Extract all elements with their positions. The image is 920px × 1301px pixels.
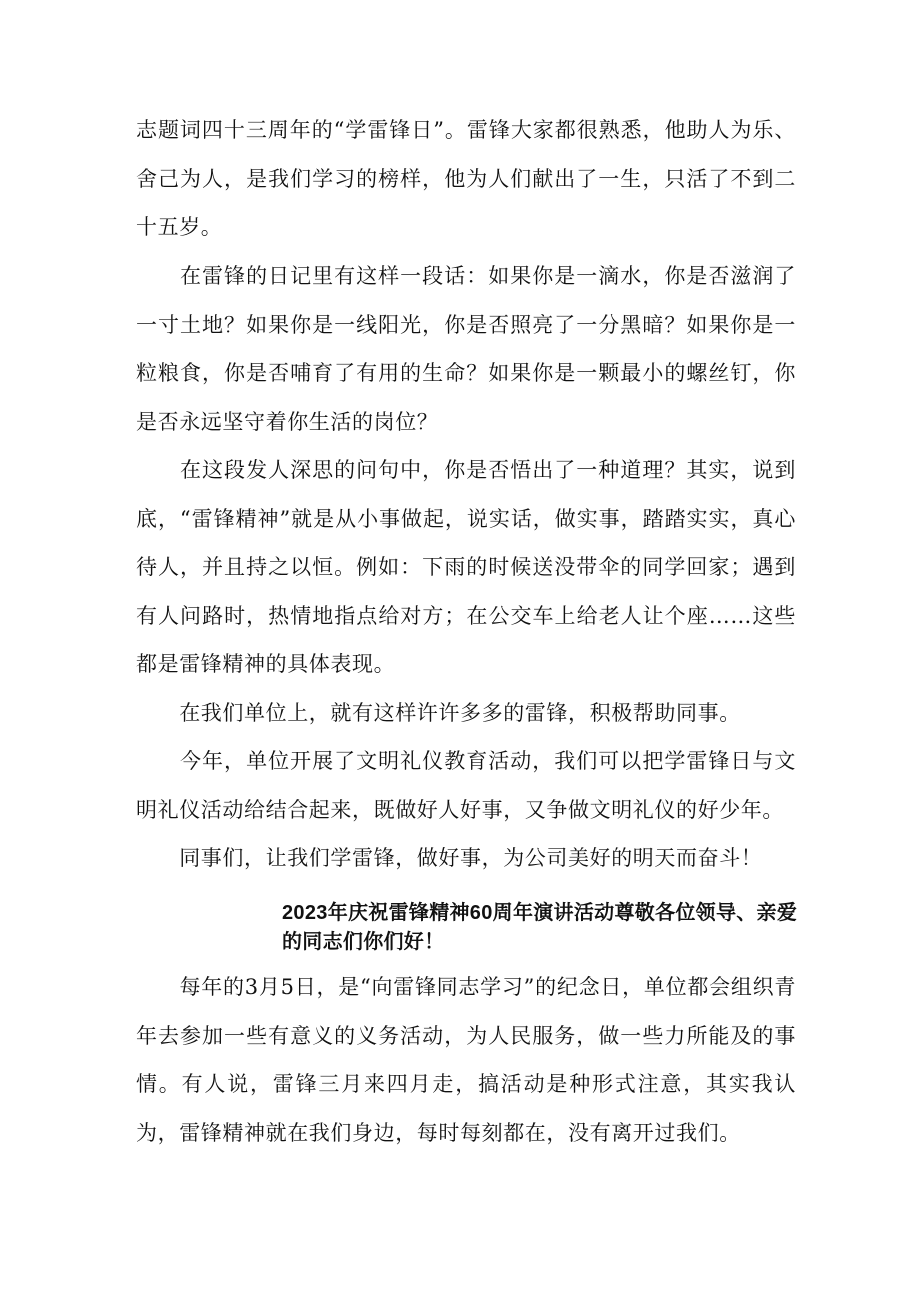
paragraph-call-to-action: 同事们，让我们学雷锋，做好事，为公司美好的明天而奋斗！ bbox=[136, 846, 763, 870]
speech-heading: 2023年庆祝雷锋精神60周年演讲活动尊敬各位领导、亲爱的同志们你们好！ bbox=[282, 902, 798, 953]
paragraph-lei-feng-spirit: 在这段发人深思的问句中，你是否悟出了一种道理？其实，说到底，“雷锋精神”就是从小事做起，说实话，做实事，踏踏实实，真心待人，并且持之以恒。例如：下雨的时候送没带伞的同学回家；遇到有人问路时，热情地指点给对方；在公交车上给老人让个座……这些都是雷锋精神的具体表现。 bbox=[136, 458, 796, 676]
paragraph-workplace: 在我们单位上，就有这样许许多多的雷锋，积极帮助同事。 bbox=[136, 701, 741, 725]
paragraph-diary-quote: 在雷锋的日记里有这样一段话：如果你是一滴水，你是否滋润了一寸土地？如果你是一线阳光，你是否照亮了一分黑暗？如果你是一粒粮食，你是否哺育了有用的生命？如果你是一颗最小的螺丝钉，你是否永远坚守着你生活的岗位？ bbox=[136, 264, 796, 434]
paragraph-march-fifth: 每年的3月5日，是“向雷锋同志学习”的纪念日，单位都会组织青年去参加一些有意义的义务活动，为人民服务，做一些力所能及的事情。有人说，雷锋三月来四月走，搞活动是种形式注意，其实我认为，雷锋精神就在我们身边，每时每刻都在，没有离开过我们。 bbox=[136, 975, 796, 1145]
paragraph-etiquette-activity: 今年，单位开展了文明礼仪教育活动，我们可以把学雷锋日与文明礼仪活动给结合起来，既做好人好事，又争做文明礼仪的好少年。 bbox=[136, 749, 796, 822]
paragraph-intro: 志题词四十三周年的“学雷锋日”。雷锋大家都很熟悉，他助人为乐、舍己为人，是我们学习的榜样，他为人们献出了一生，只活了不到二十五岁。 bbox=[136, 118, 796, 239]
